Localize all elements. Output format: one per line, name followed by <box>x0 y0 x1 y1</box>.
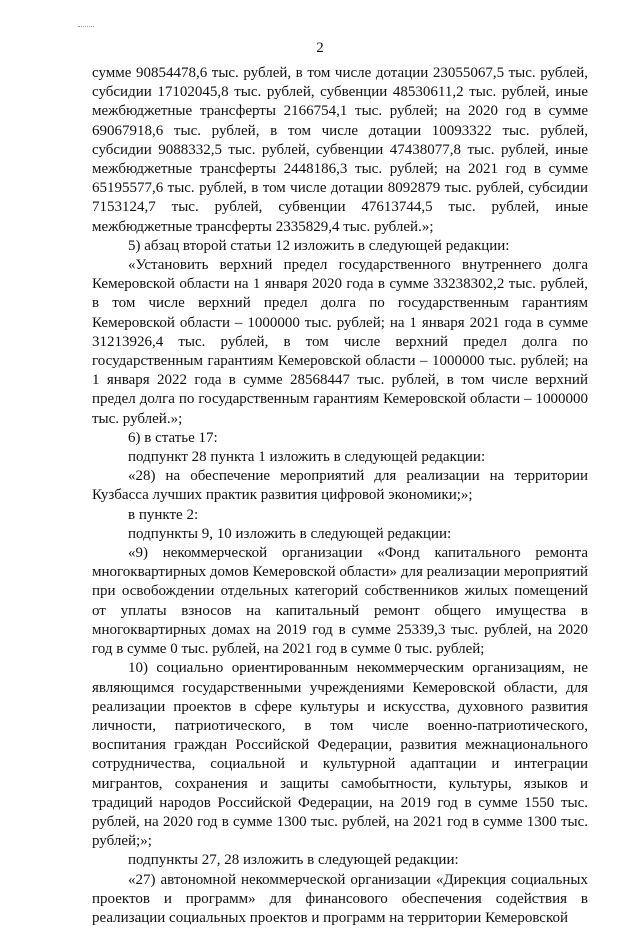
page-number: 2 <box>316 40 324 56</box>
paragraph-7: в пункте 2: <box>128 506 199 523</box>
paragraph-9: «9) некоммерческой организации «Фонд капитального ремонта многоквартирных домов Кемеровской области» для реализации мероприятий при освобождении отдельных категорий собственников жилых помещений от уплаты взносов на капитальный ремонт общего имущества в многоквартирных домах на 2019 год в сумме 25339,3 тыс. рублей, на 2020 год в сумме 0 тыс. рублей, на 2021 год в сумме 0 тыс. рублей; <box>92 545 588 658</box>
paragraph-1: сумме 90854478,6 тыс. рублей, в том числе дотации 23055067,5 тыс. рублей, субсидии 17102045,8 тыс. рублей, субвенции 48530611,2 тыс. рублей, иные межбюджетные трансферты 2166754,1 тыс. рублей; на 2020 год в сумме 69067918,6 тыс. рублей, в том числе дотации 10093322 тыс. рублей, субсидии 9088332,5 тыс. рублей, субвенции 47438077,8 тыс. рублей, иные межбюджетные трансферты 2448186,3 тыс. рублей; на 2021 год в сумме 65195577,6 тыс. рублей, в том числе дотации 8092879 тыс. рублей, субсидии 7153124,7 тыс. рублей, субвенции 47613744,5 тыс. рублей, иные межбюджетные трансферты 2335829,4 тыс. рублей.»; <box>92 65 588 235</box>
paragraph-11: подпункты 27, 28 изложить в следующей редакции: <box>128 852 459 869</box>
scan-mark <box>78 26 94 30</box>
paragraph-3: «Установить верхний предел государственного внутреннего долга Кемеровской области на 1 января 2020 года в сумме 33238302,2 тыс. рублей, в том числе верхний предел долга по государственным гарантиям Кемеровской области – 1000000 тыс. рублей; на 1 января 2021 года в сумме 31213926,4 тыс. рублей, в том числе верхний предел долга по государственным гарантиям Кемеровской области – 1000000 тыс. рублей; на 1 января 2022 года в сумме 28568447 тыс. рублей, в том числе верхний предел долга по государственным гарантиям Кемеровской области – 1000000 тыс. рублей.»; <box>92 257 588 427</box>
paragraph-12: «27) автономной некоммерческой организации «Дирекция социальных проектов и программ» для финансового обеспечения содействия в реализации социальных проектов и программ на территории Кемеровской <box>92 871 588 926</box>
paragraph-4: 6) в статье 17: <box>128 429 218 446</box>
paragraph-10: 10) социально ориентированным некоммерческим организациям, не являющимся государственными учреждениями Кемеровской области, для реализации проектов в сфере культуры и искусства, духовного развития личности, патриотического, в том числе военно-патриотического, воспитания граждан Российской Федерации, развития межнационального сотрудничества, социальной и культурной адаптации и интеграции мигрантов, сохранения и защиты самобытности, культуры, языков и традиций народов Российской Федерации, на 2019 год в сумме 1550 тыс. рублей, на 2020 год в сумме 1300 тыс. рублей, на 2021 год в сумме 1300 тыс. рублей;»; <box>92 660 588 850</box>
paragraph-6: «28) на обеспечение мероприятий для реализации на территории Кузбасса лучших практик развития цифровой экономики;»; <box>92 468 588 504</box>
document-body <box>92 64 588 928</box>
paragraph-2: 5) абзац второй статьи 12 изложить в следующей редакции: <box>128 237 510 254</box>
paragraph-5: подпункт 28 пункта 1 изложить в следующей редакции: <box>128 449 486 466</box>
paragraph-8: подпункты 9, 10 изложить в следующей редакции: <box>128 525 452 542</box>
